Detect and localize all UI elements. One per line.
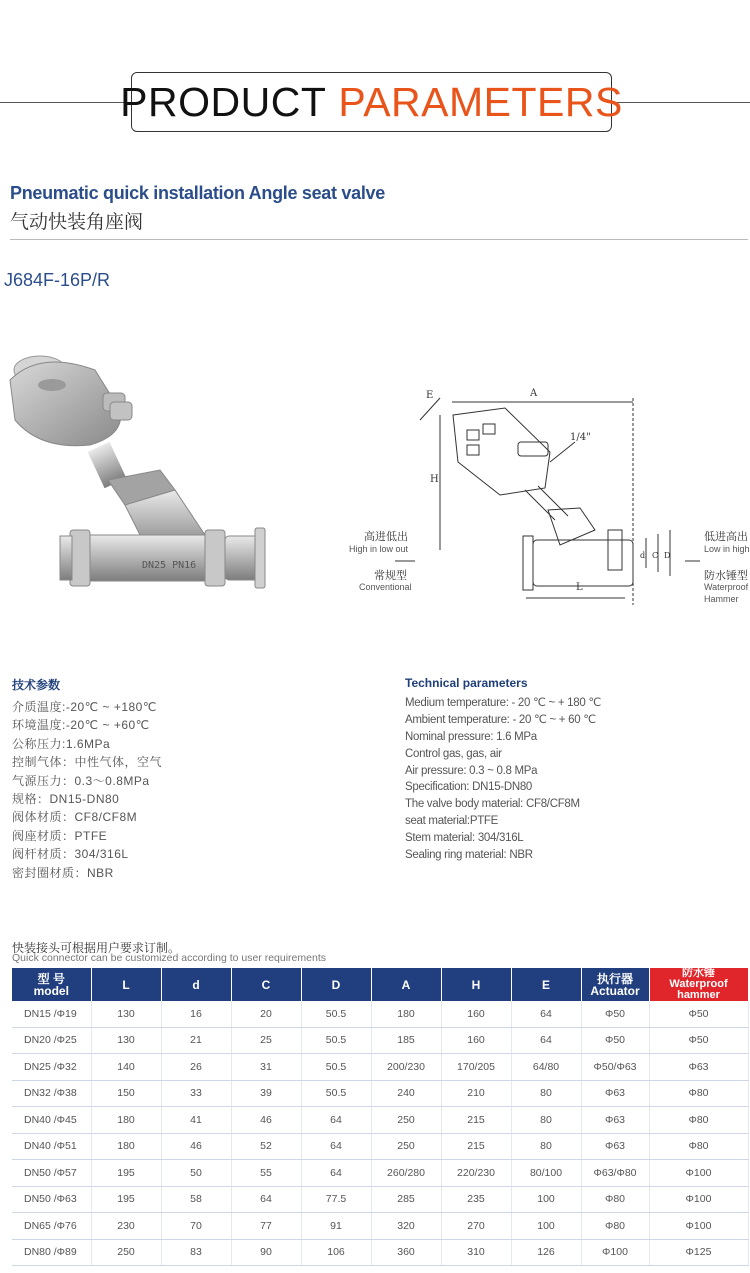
note-en: Quick connector can be customized according to user requirements (12, 952, 326, 964)
table-cell: Φ63 (581, 1133, 649, 1160)
table-cell: 260/280 (371, 1160, 441, 1187)
col-model (12, 968, 91, 1001)
params-en-row: Specification: DN15-DN80 (405, 781, 533, 794)
table-cell: 90 (231, 1239, 301, 1266)
table-cell: Φ100 (649, 1160, 748, 1187)
product-title-en: Pneumatic quick installation Angle seat valve (10, 183, 385, 203)
table-cell-model: DN25 /Φ32 (12, 1054, 91, 1081)
table-cell: 285 (371, 1186, 441, 1213)
actuator-cap (10, 356, 132, 446)
table-cell: 52 (231, 1133, 301, 1160)
diagram-stem (525, 486, 568, 520)
params-cn-row: 阀体材质：CF8/CF8M (12, 810, 138, 825)
table-cell: 64 (511, 1001, 581, 1027)
dim-E (420, 398, 440, 420)
table-cell: Φ63 (649, 1054, 748, 1081)
table-cell: Φ50 (649, 1027, 748, 1054)
table-cell: 25 (231, 1027, 301, 1054)
label-port: 1/4" (570, 432, 591, 443)
diagram-actuator (453, 408, 550, 495)
table-cell: Φ50/Φ63 (581, 1054, 649, 1081)
product-title-cn: 气动快装角座阀 (10, 212, 144, 233)
table-row (12, 1027, 748, 1054)
left-label-en: High in low out (349, 544, 409, 554)
label-H: H (430, 474, 439, 485)
table-cell: Φ50 (581, 1027, 649, 1054)
col-d: d (161, 968, 231, 1001)
left-label-cn: 高进低出 (364, 531, 408, 543)
col-model-cn: 型 号 (37, 971, 65, 986)
table-row (12, 1160, 748, 1187)
table-cell: 64 (231, 1186, 301, 1213)
table-cell: 64 (511, 1027, 581, 1054)
diagram-port (483, 424, 495, 434)
params-cn (12, 676, 162, 882)
header-word-product: PRODUCT (120, 78, 327, 125)
table-cell: 50.5 (301, 1001, 371, 1027)
table-cell: Φ80 (649, 1133, 748, 1160)
table-cell: 130 (91, 1027, 161, 1054)
table-cell: 26 (161, 1054, 231, 1081)
diagram-bonnet (548, 508, 595, 545)
table-cell: 91 (301, 1213, 371, 1240)
table-cell: 150 (91, 1080, 161, 1107)
diagram-flange-right (608, 530, 622, 570)
table-cell: 215 (441, 1133, 511, 1160)
right-label-cn: 低进高出 (704, 531, 748, 543)
header-line-right (614, 102, 750, 103)
params-cn-row: 阀座材质：PTFE (12, 828, 108, 843)
table-cell: 64/80 (511, 1054, 581, 1081)
table-cell-model: DN50 /Φ63 (12, 1186, 91, 1213)
col-wh-en: Waterproof hammer (669, 978, 728, 1001)
table-cell: 100 (511, 1213, 581, 1240)
params-cn-row: 气源压力：0.3～0.8MPa (12, 773, 150, 788)
title-divider (10, 239, 748, 240)
table-cell: 320 (371, 1213, 441, 1240)
table-row (12, 1186, 748, 1213)
col-C: C (231, 968, 301, 1001)
table-row (12, 1239, 748, 1266)
table-cell: Φ80 (581, 1213, 649, 1240)
table-cell-model: DN65 /Φ76 (12, 1213, 91, 1240)
table-cell: 77.5 (301, 1186, 371, 1213)
params-cn-row: 阀杆材质：304/316L (12, 847, 129, 862)
table-body (12, 1001, 748, 1266)
col-E: E (511, 968, 581, 1001)
header-word-parameters: PARAMETERS (338, 78, 623, 125)
col-A: A (371, 968, 441, 1001)
header-line-left (0, 102, 132, 103)
table-row (12, 1054, 748, 1081)
left2-label-cn: 常规型 (374, 570, 407, 582)
table-cell-model: DN50 /Φ57 (12, 1160, 91, 1187)
col-waterproof-hammer (649, 968, 748, 1001)
body-marking: DN25 PN16 (142, 560, 197, 571)
col-actuator-cn: 执行器 (596, 971, 633, 986)
table-cell: 160 (441, 1001, 511, 1027)
table-cell: 80 (511, 1107, 581, 1134)
label-D: D (664, 551, 671, 560)
table-cell: 16 (161, 1001, 231, 1027)
table-cell: 250 (371, 1133, 441, 1160)
table-cell-model: DN15 /Φ19 (12, 1001, 91, 1027)
valve-body (60, 490, 265, 588)
left2-label-en: Conventional (359, 582, 412, 592)
right2-label-en-2: Hammer (704, 594, 739, 604)
table-cell: 80 (511, 1080, 581, 1107)
table-cell: 180 (91, 1133, 161, 1160)
col-model-en: model (33, 983, 69, 998)
table-cell: Φ80 (649, 1080, 748, 1107)
table-cell: 180 (91, 1107, 161, 1134)
table-cell: 20 (231, 1001, 301, 1027)
table-cell: 200/230 (371, 1054, 441, 1081)
table-cell: 106 (301, 1239, 371, 1266)
table-cell: 64 (301, 1160, 371, 1187)
table-cell: 58 (161, 1186, 231, 1213)
table-cell: 64 (301, 1133, 371, 1160)
note-cn: 快装接头可根据用户要求订制。 (12, 941, 181, 955)
dimension-diagram (340, 380, 750, 610)
diagram-port (467, 430, 479, 440)
table-cell-model: DN80 /Φ89 (12, 1239, 91, 1266)
col-wh-cn: 防水锤 (682, 967, 715, 979)
right-label-en: Low in high (704, 544, 750, 554)
table-cell: 235 (441, 1186, 511, 1213)
spec-table (12, 968, 749, 1266)
table-cell: 126 (511, 1239, 581, 1266)
params-en-row: Medium temperature: - 20 ℃ ~ + 180 ℃ (405, 697, 601, 709)
params-en-row: Control gas, gas, air (405, 747, 502, 760)
table-cell: 220/230 (441, 1160, 511, 1187)
table-cell: Φ125 (649, 1239, 748, 1266)
table-cell: 80/100 (511, 1160, 581, 1187)
table-cell: 80 (511, 1133, 581, 1160)
table-cell: 250 (91, 1239, 161, 1266)
params-cn-row: 规格：DN15-DN80 (12, 791, 120, 806)
port-leader (550, 442, 575, 462)
table-cell: 230 (91, 1213, 161, 1240)
table-cell: Φ50 (581, 1001, 649, 1027)
label-A: A (530, 388, 538, 399)
params-cn-row: 介质温度:-20℃ ~ +180℃ (12, 700, 157, 714)
diagram-fitting (518, 442, 548, 456)
label-L: L (576, 582, 583, 593)
params-en-row: Sealing ring material: NBR (405, 849, 533, 862)
params-en-row: Nominal pressure: 1.6 MPa (405, 730, 537, 743)
table-cell: 140 (91, 1054, 161, 1081)
table-row (12, 1213, 748, 1240)
diagram-body (533, 540, 633, 586)
table-cell: 195 (91, 1160, 161, 1187)
product-photo (0, 340, 280, 610)
table-cell: 55 (231, 1160, 301, 1187)
table-cell-model: DN32 /Φ38 (12, 1080, 91, 1107)
label-E: E (426, 390, 434, 401)
table-cell: Φ63/Φ80 (581, 1160, 649, 1187)
table-cell: 41 (161, 1107, 231, 1134)
col-actuator (581, 968, 649, 1001)
params-cn-row: 环境温度:-20℃ ~ +60℃ (12, 718, 150, 733)
table-cell: 195 (91, 1186, 161, 1213)
table-cell: 50 (161, 1160, 231, 1187)
table-cell: 31 (231, 1054, 301, 1081)
table-cell: 77 (231, 1213, 301, 1240)
table-cell: 215 (441, 1107, 511, 1134)
diagram-flange-left (523, 536, 533, 590)
table-cell: 240 (371, 1080, 441, 1107)
table-cell: 270 (441, 1213, 511, 1240)
params-en-row: seat material:PTFE (405, 815, 499, 828)
table-cell: 360 (371, 1239, 441, 1266)
col-D: D (301, 968, 371, 1001)
params-en-row: Ambient temperature: - 20 ℃ ~ + 60 ℃ (405, 713, 596, 726)
table-row (12, 1107, 748, 1134)
right2-label-cn: 防水锤型 (704, 570, 748, 582)
table-cell: 21 (161, 1027, 231, 1054)
label-d: d (640, 551, 646, 560)
table-cell: 160 (441, 1027, 511, 1054)
table-cell: 185 (371, 1027, 441, 1054)
table-cell: 250 (371, 1107, 441, 1134)
table-cell: 64 (301, 1107, 371, 1134)
table-row (12, 1080, 748, 1107)
col-L: L (91, 968, 161, 1001)
params-en-row: Air pressure: 0.3 ~ 0.8 MPa (405, 764, 538, 777)
params-en (405, 676, 601, 864)
model-code: J684F-16P/R (4, 270, 111, 290)
table-cell-model: DN40 /Φ51 (12, 1133, 91, 1160)
table-cell: 70 (161, 1213, 231, 1240)
params-en-row: Stem material: 304/316L (405, 832, 524, 845)
table-cell: Φ50 (649, 1001, 748, 1027)
params-en-row: The valve body material: CF8/CF8M (405, 798, 580, 811)
table-cell: 46 (231, 1107, 301, 1134)
section-header (120, 72, 623, 132)
col-actuator-en: Actuator (590, 983, 640, 998)
table-cell: 39 (231, 1080, 301, 1107)
label-C: C (652, 551, 659, 560)
diagram-port (467, 445, 479, 455)
table-cell: 46 (161, 1133, 231, 1160)
table-cell: 83 (161, 1239, 231, 1266)
table-cell: 100 (511, 1186, 581, 1213)
table-cell: Φ80 (649, 1107, 748, 1134)
params-cn-row: 公称压力:1.6MPa (12, 736, 111, 751)
params-cn-title: 技术参数 (12, 678, 61, 692)
table-cell: 33 (161, 1080, 231, 1107)
table-cell: 50.5 (301, 1054, 371, 1081)
table-cell: Φ100 (649, 1186, 748, 1213)
table-row (12, 1001, 748, 1027)
col-H: H (441, 968, 511, 1001)
table-header-row (12, 968, 748, 1001)
params-en-title: Technical parameters (405, 676, 528, 690)
params-cn-row: 控制气体：中性气体，空气 (12, 755, 163, 770)
right2-label-en-1: Waterproof (704, 582, 749, 592)
table-cell: 210 (441, 1080, 511, 1107)
table-cell: Φ100 (581, 1239, 649, 1266)
table-cell: Φ63 (581, 1107, 649, 1134)
table-cell-model: DN20 /Φ25 (12, 1027, 91, 1054)
table-cell: 50.5 (301, 1080, 371, 1107)
table-cell: Φ80 (581, 1186, 649, 1213)
table-cell: Φ100 (649, 1213, 748, 1240)
table-cell: Φ63 (581, 1080, 649, 1107)
table-cell-model: DN40 /Φ45 (12, 1107, 91, 1134)
table-row (12, 1133, 748, 1160)
table-cell: 310 (441, 1239, 511, 1266)
table-cell: 130 (91, 1001, 161, 1027)
table-cell: 50.5 (301, 1027, 371, 1054)
table-cell: 170/205 (441, 1054, 511, 1081)
table-cell: 180 (371, 1001, 441, 1027)
params-cn-row: 密封圈材质：NBR (12, 865, 114, 880)
